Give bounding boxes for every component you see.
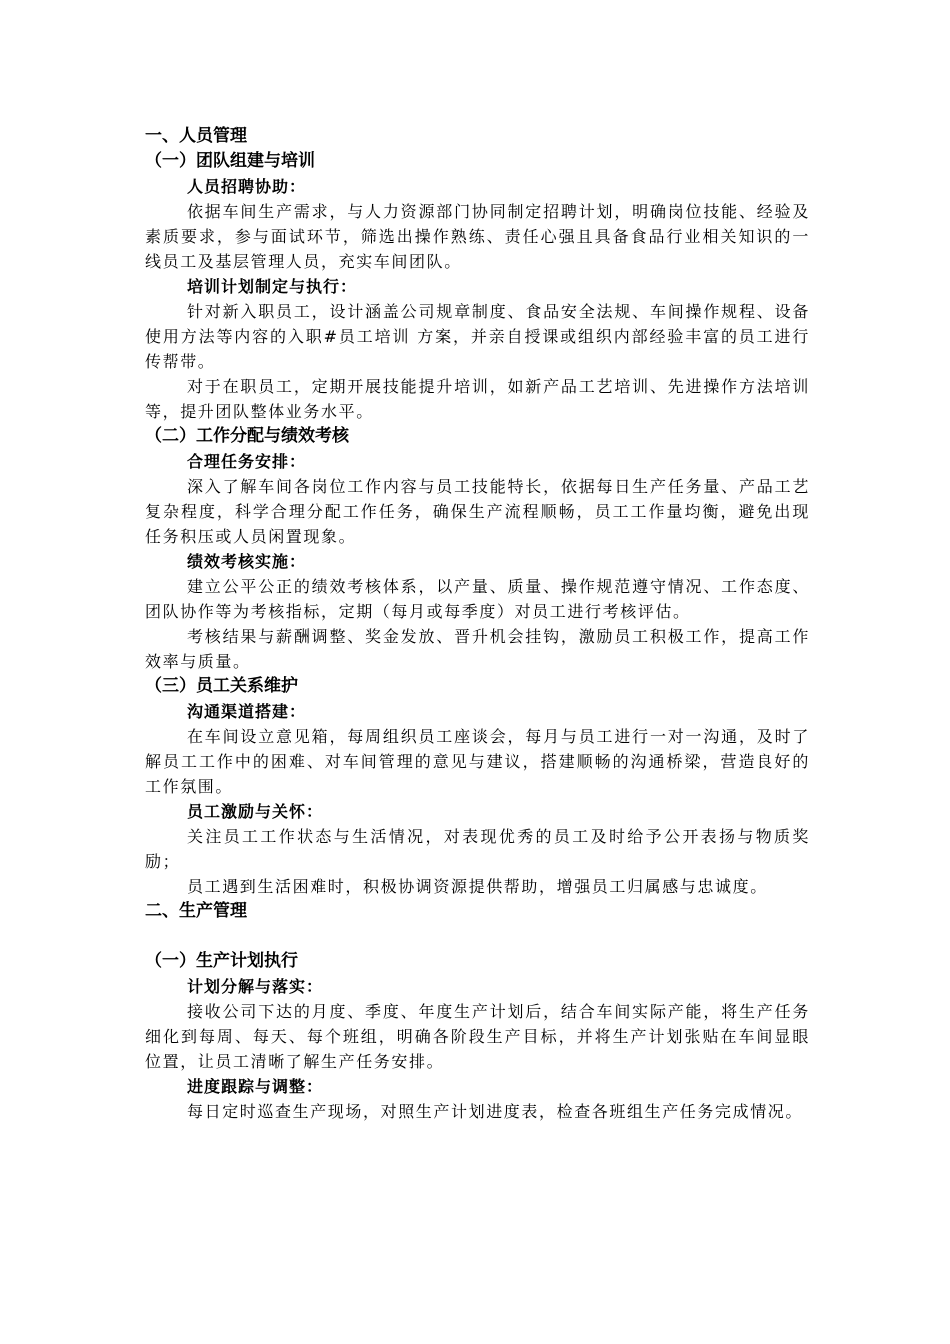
paragraph: 依据车间生产需求，与人力资源部门协同制定招聘计划，明确岗位技能、经验及素质要求，参与面试环节，筛选出操作熟练、责任心强且具备食品行业相关知识的一线员工及基层管理人员，充实车间团队。 (145, 202, 810, 271)
paragraph: 深入了解车间各岗位工作内容与员工技能特长，依据每日生产任务量、产品工艺复杂程度，科学合理分配工作任务，确保生产流程顺畅，员工工作量均衡，避免出现任务积压或人员闲置现象。 (145, 477, 810, 546)
item-heading-recruitment: 人员招聘协助： (187, 177, 307, 196)
paragraph: 在车间设立意见箱，每周组织员工座谈会，每月与员工进行一对一沟通，及时了解员工工作中的困难、对车间管理的意见与建议，搭建顺畅的沟通桥梁，营造良好的工作氛围。 (145, 727, 810, 796)
subsection-heading-team-building: （一）团队组建与培训 (145, 151, 315, 171)
section-heading-personnel: 一、人员管理 (145, 126, 247, 146)
item-heading-motivation: 员工激励与关怀： (187, 802, 324, 821)
item-heading-communication: 沟通渠道搭建： (187, 702, 307, 721)
subsection-heading-plan-execution: （一）生产计划执行 (145, 951, 298, 971)
item-heading-progress-tracking: 进度跟踪与调整： (187, 1077, 324, 1096)
item-heading-training: 培训计划制定与执行： (187, 277, 358, 296)
spacer (145, 924, 810, 949)
paragraph: 关注员工工作状态与生活情况，对表现优秀的员工及时给予公开表扬与物质奖励； (145, 827, 810, 871)
item-heading-task-arrangement: 合理任务安排： (187, 452, 307, 471)
paragraph: 每日定时巡查生产现场，对照生产计划进度表，检查各班组生产任务完成情况。 (187, 1102, 804, 1121)
item-heading-plan-breakdown: 计划分解与落实： (187, 977, 324, 996)
section-heading-production: 二、生产管理 (145, 901, 247, 921)
subsection-heading-relations: （三）员工关系维护 (145, 676, 298, 696)
paragraph: 员工遇到生活困难时，积极协调资源提供帮助，增强员工归属感与忠诚度。 (187, 877, 768, 896)
paragraph: 考核结果与薪酬调整、奖金发放、晋升机会挂钩，激励员工积极工作，提高工作效率与质量。 (145, 627, 810, 671)
paragraph: 接收公司下达的月度、季度、年度生产计划后，结合车间实际产能，将生产任务细化到每周、每天、每个班组，明确各阶段生产目标，并将生产计划张贴在车间显眼位置，让员工清晰了解生产任务安排。 (145, 1002, 810, 1071)
item-heading-performance: 绩效考核实施： (187, 552, 307, 571)
paragraph: 建立公平公正的绩效考核体系，以产量、质量、操作规范遵守情况、工作态度、团队协作等为考核指标，定期（每月或每季度）对员工进行考核评估。 (145, 577, 810, 621)
paragraph: 对于在职员工，定期开展技能提升培训，如新产品工艺培训、先进操作方法培训等，提升团队整体业务水平。 (145, 377, 810, 421)
paragraph: 针对新入职员工，设计涵盖公司规章制度、食品安全法规、车间操作规程、设备使用方法等内容的入职#员工培训 方案，并亲自授课或组织内部经验丰富的员工进行传帮带。 (145, 302, 810, 371)
subsection-heading-assignment: （二）工作分配与绩效考核 (145, 426, 349, 446)
